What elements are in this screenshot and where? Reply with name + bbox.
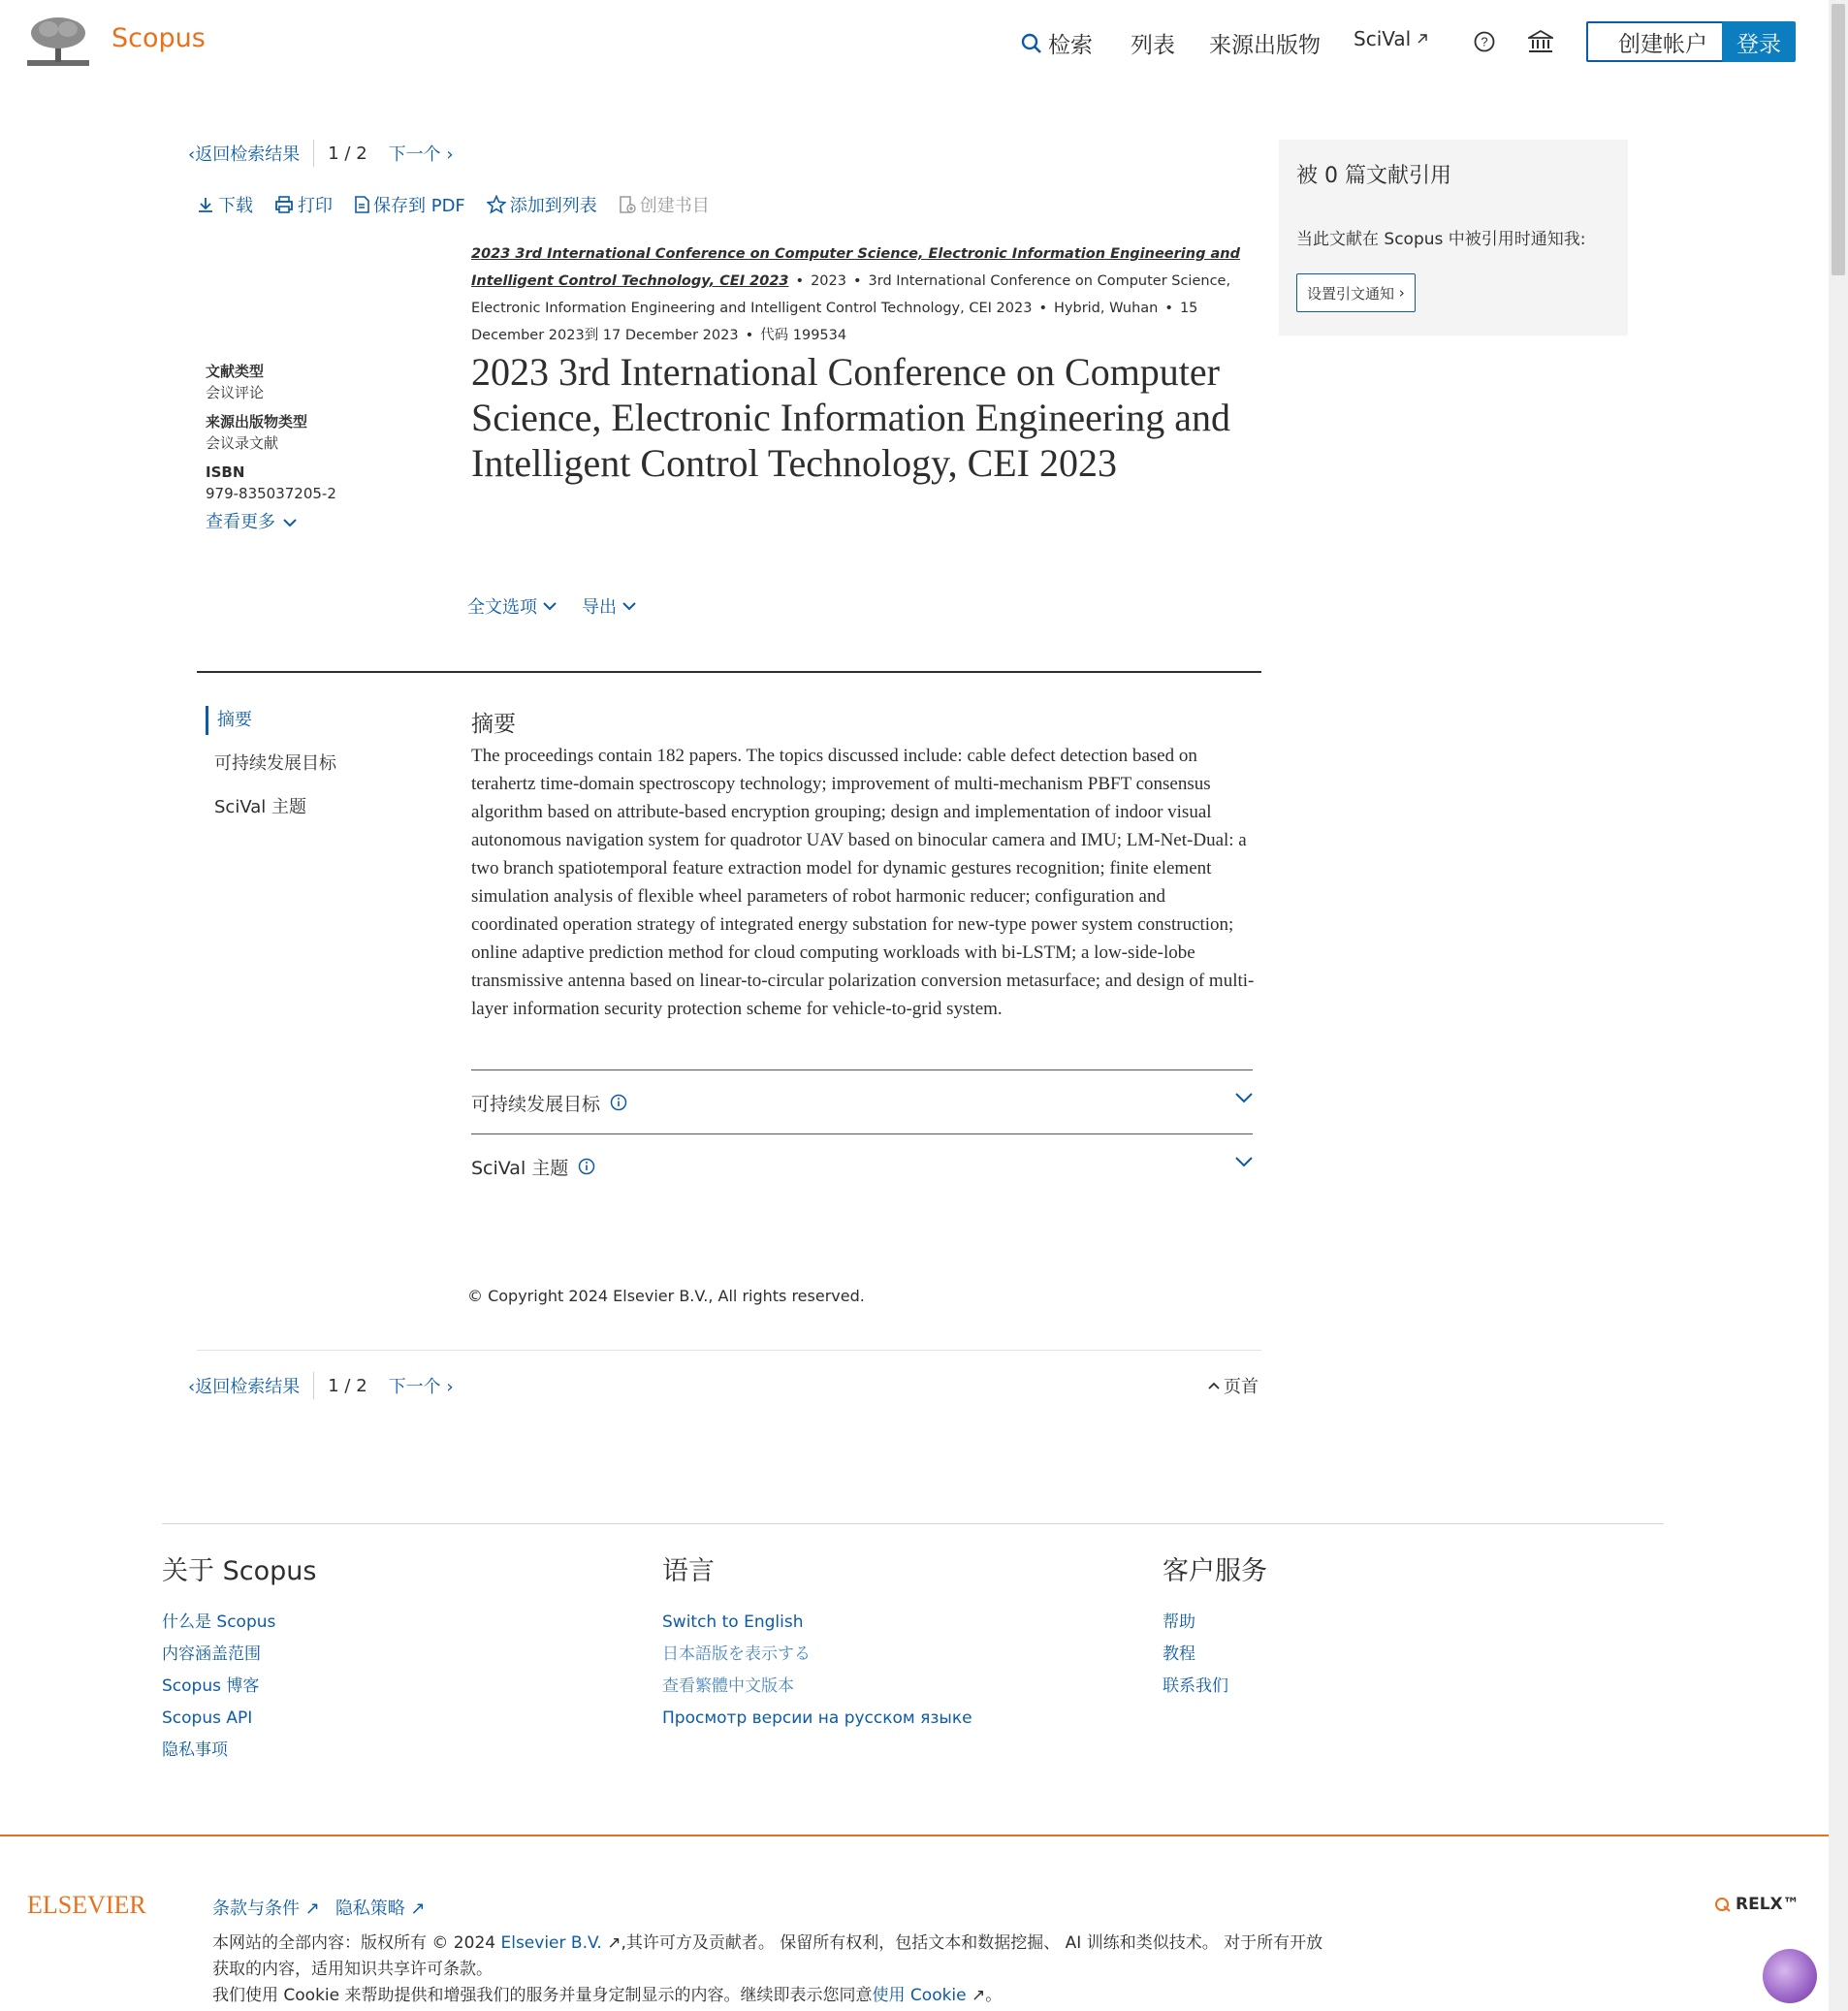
footer-language-heading: 语言 <box>662 1556 715 1586</box>
abstract-heading: 摘要 <box>471 712 516 737</box>
section-divider <box>197 671 1261 673</box>
help-icon[interactable] <box>1474 31 1495 52</box>
doc-type-label: 文献类型 <box>206 363 265 380</box>
chevron-down-icon <box>1235 1156 1253 1167</box>
nav-lists[interactable] <box>1131 27 1175 59</box>
footer-link[interactable]: 隐私事项 <box>162 1740 228 1760</box>
add-to-list-button[interactable]: 添加到列表 <box>487 192 597 217</box>
nav-search-label: 检索 <box>1048 33 1093 58</box>
info-icon[interactable] <box>578 1158 595 1175</box>
divider <box>313 1372 314 1399</box>
nav-lists-label: 列表 <box>1131 33 1175 58</box>
nav-sources[interactable] <box>1209 27 1321 59</box>
footer-link[interactable]: Scopus API <box>162 1708 253 1728</box>
svg-text:?: ? <box>1481 34 1488 49</box>
search-icon <box>1021 33 1042 54</box>
source-type-label: 来源出版物类型 <box>206 413 308 431</box>
footer-link[interactable]: 帮助 <box>1163 1612 1195 1632</box>
document-toolbar <box>197 192 710 217</box>
legal-links <box>212 1895 426 1920</box>
legal-text: 本网站的全部内容：版权所有 © 2024 Elsevier B.V. ↗,其许可方及贡献者。 保留所有权利，包括文本和数据挖掘、 AI 训练和类似技术。 对于所有开放 获取的内容，适用知识共享许可条款。 我们使用 Cookie 来帮助提供和增强我们的服务并量身定制显示的内容。继续即表示您同意使用 Cookie ↗。 <box>212 1933 1323 2005</box>
pager: 1 / 2 <box>328 143 367 164</box>
scival-accordion-label: SciVal 主题 <box>471 1157 569 1179</box>
save-pdf-button[interactable]: 保存到 PDF <box>354 192 465 217</box>
conference-code: 代码 199534 <box>760 328 847 343</box>
doc-type-value: 会议评论 <box>206 384 265 401</box>
bibliography-icon <box>619 196 636 213</box>
document-title: 2023 3rd International Conference on Computer Science, Electronic Information Engineering and Intelligent Control Technology, CEI 2023 <box>471 350 1231 485</box>
footer-divider <box>162 1523 1664 1524</box>
external-link-icon <box>1417 33 1428 45</box>
section-side-nav <box>206 706 336 837</box>
chevron-down-icon <box>543 601 557 611</box>
scrollbar-thumb[interactable] <box>1832 4 1845 275</box>
pdf-icon <box>354 196 369 213</box>
abstract-text: The proceedings contain 182 papers. The topics discussed include: cable defect detection based on terahertz time-domain spectroscopy technology; improvement of multi-mechanism PBFT consensus algorithm based on attribute-based encryption grouping; design and implementation of indoor visual autonomous navigation system for quadrotor UAV based on binocular camera and IMU; LM-Net-Dual: a two branch spatiotemporal feature extraction model for dynamic gestures recognition; finite element simulation analysis of flexible wheel parameters of robot harmonic reducer; configuration and coordinated operation strategy of integrated energy substation for new-type power system construction; online adaptive prediction method for cloud computing workloads with bi-LSTM; a low-side-lobe transmissive antenna based on linear-to-circular polarization conversion metasurface; and design of multi-layer information security protection scheme for vehicle-to-grid system. <box>471 746 1255 1019</box>
sidenav-abstract[interactable]: 摘要 <box>206 706 336 735</box>
source-year: 2023 <box>811 273 846 289</box>
institution-icon[interactable] <box>1528 30 1553 53</box>
scopus-brand[interactable]: Scopus <box>112 23 206 53</box>
footer-link[interactable]: 日本語版を表示する <box>662 1644 811 1664</box>
export-dropdown[interactable]: 导出 <box>582 593 636 619</box>
footer-service <box>1163 1549 1267 1703</box>
chevron-down-icon <box>283 518 297 527</box>
scival-accordion[interactable] <box>471 1133 1253 1198</box>
relx-mark-icon <box>1714 1897 1732 1912</box>
login-button[interactable]: 登录 <box>1722 21 1796 62</box>
footer-language <box>662 1549 972 1735</box>
source-info: 2023 3rd International Conference on Computer Science, Electronic Information Engineering and Intelligent Control Technology, CEI 2023 • 2023 • 3rd International Conference on Computer Science, Electronic Information Engineering and Intelligent Control Technology, CEI 2023 • Hybrid, Wuhan • 15 December 2023到 17 December 2023 • 代码 199534 <box>471 246 1240 343</box>
create-account-button[interactable]: 创建帐户 <box>1586 21 1739 62</box>
fulltext-options-dropdown[interactable]: 全文选项 <box>467 593 557 619</box>
sidenav-scival[interactable]: SciVal 主题 <box>214 797 306 817</box>
show-more-link[interactable]: 查看更多 <box>206 512 336 533</box>
download-icon <box>197 196 214 213</box>
record-nav-bottom <box>188 1372 454 1399</box>
scrollbar[interactable] <box>1829 0 1848 2011</box>
isbn-value: 979-835037205-2 <box>206 485 336 502</box>
divider <box>197 1350 1261 1351</box>
footer-link[interactable]: Просмотр версии на русском языке <box>662 1708 972 1728</box>
footer-accent-line <box>0 1835 1829 1836</box>
top-header <box>0 0 1829 87</box>
fulltext-export-row <box>467 593 636 619</box>
footer-link[interactable]: 联系我们 <box>1163 1676 1228 1696</box>
relx-logo[interactable]: RELX™ <box>1714 1895 1800 1914</box>
cookie-link[interactable]: 使用 Cookie <box>872 1986 967 2005</box>
assistant-bubble-icon[interactable] <box>1763 1949 1817 2003</box>
privacy-link[interactable]: 隐私策略 ↗ <box>335 1899 426 1919</box>
nav-search[interactable] <box>1021 27 1093 59</box>
sdg-accordion[interactable] <box>471 1069 1253 1134</box>
source-title-link[interactable]: 2023 3rd International Conference on Computer Science, Electronic Information Engineering and Intelligent Control Technology, CEI 2023 <box>471 246 1240 289</box>
create-bibliography-button[interactable]: 创建书目 <box>619 192 710 217</box>
next-record-link[interactable]: 下一个 › <box>388 144 454 165</box>
footer-link[interactable]: Scopus 博客 <box>162 1676 260 1696</box>
elsevier-logo[interactable]: ELSEVIER <box>27 1891 146 1919</box>
cited-by-title: 被 0 篇文献引用 <box>1296 164 1451 188</box>
footer-link[interactable]: 内容涵盖范围 <box>162 1644 261 1664</box>
nav-scival[interactable] <box>1354 27 1428 50</box>
footer-service-heading: 客户服务 <box>1163 1556 1267 1586</box>
nav-scival-label: SciVal <box>1354 27 1412 50</box>
back-to-results-link[interactable]: ‹返回检索结果 <box>188 144 301 165</box>
footer-link[interactable]: Switch to English <box>662 1612 804 1632</box>
nav-sources-label: 来源出版物 <box>1209 33 1321 58</box>
download-button[interactable]: 下载 <box>197 192 253 217</box>
footer-link[interactable]: 什么是 Scopus <box>162 1612 276 1632</box>
conference-location: Hybrid, Wuhan <box>1054 301 1159 316</box>
chevron-up-icon <box>1208 1382 1220 1390</box>
elsevier-bv-link[interactable]: Elsevier B.V. <box>500 1933 602 1953</box>
conference-dates: 15 December 2023到 17 December 2023 <box>471 301 1198 343</box>
isbn-label: ISBN <box>206 463 245 481</box>
star-icon <box>487 195 506 214</box>
sdg-accordion-label: 可持续发展目标 <box>471 1093 601 1115</box>
footer-about-heading: 关于 Scopus <box>162 1556 317 1586</box>
back-to-results-link[interactable]: ‹返回检索结果 <box>188 1377 301 1397</box>
footer-about <box>162 1549 316 1767</box>
conference-name: 3rd International Conference on Computer Science, Electronic Information Engineering and Intelligent Control Technology, CEI 2023 <box>471 273 1231 316</box>
footer-link[interactable]: 查看繁體中文版本 <box>662 1676 794 1696</box>
next-record-link[interactable]: 下一个 › <box>388 1377 454 1397</box>
print-icon <box>274 196 294 213</box>
sidenav-sdg[interactable]: 可持续发展目标 <box>214 753 336 774</box>
chevron-down-icon <box>1235 1092 1253 1103</box>
info-icon[interactable] <box>610 1094 627 1111</box>
document-meta <box>206 361 336 533</box>
print-button[interactable]: 打印 <box>274 192 333 217</box>
copyright-notice: © Copyright 2024 Elsevier B.V., All rights reserved. <box>467 1287 865 1305</box>
source-type-value: 会议录文献 <box>206 434 279 452</box>
pager: 1 / 2 <box>328 1375 367 1396</box>
chevron-down-icon <box>622 601 636 611</box>
back-to-top-link[interactable]: 页首 <box>1208 1373 1259 1398</box>
cited-by-description: 当此文献在 Scopus 中被引用时通知我: <box>1296 230 1586 249</box>
divider <box>313 140 314 167</box>
footer-link[interactable]: 教程 <box>1163 1644 1195 1664</box>
record-nav-top <box>188 140 454 167</box>
set-citation-alert-button[interactable]: 设置引文通知 › <box>1296 273 1416 312</box>
elsevier-tree-logo[interactable] <box>27 16 89 68</box>
terms-link[interactable]: 条款与条件 ↗ <box>212 1899 320 1919</box>
